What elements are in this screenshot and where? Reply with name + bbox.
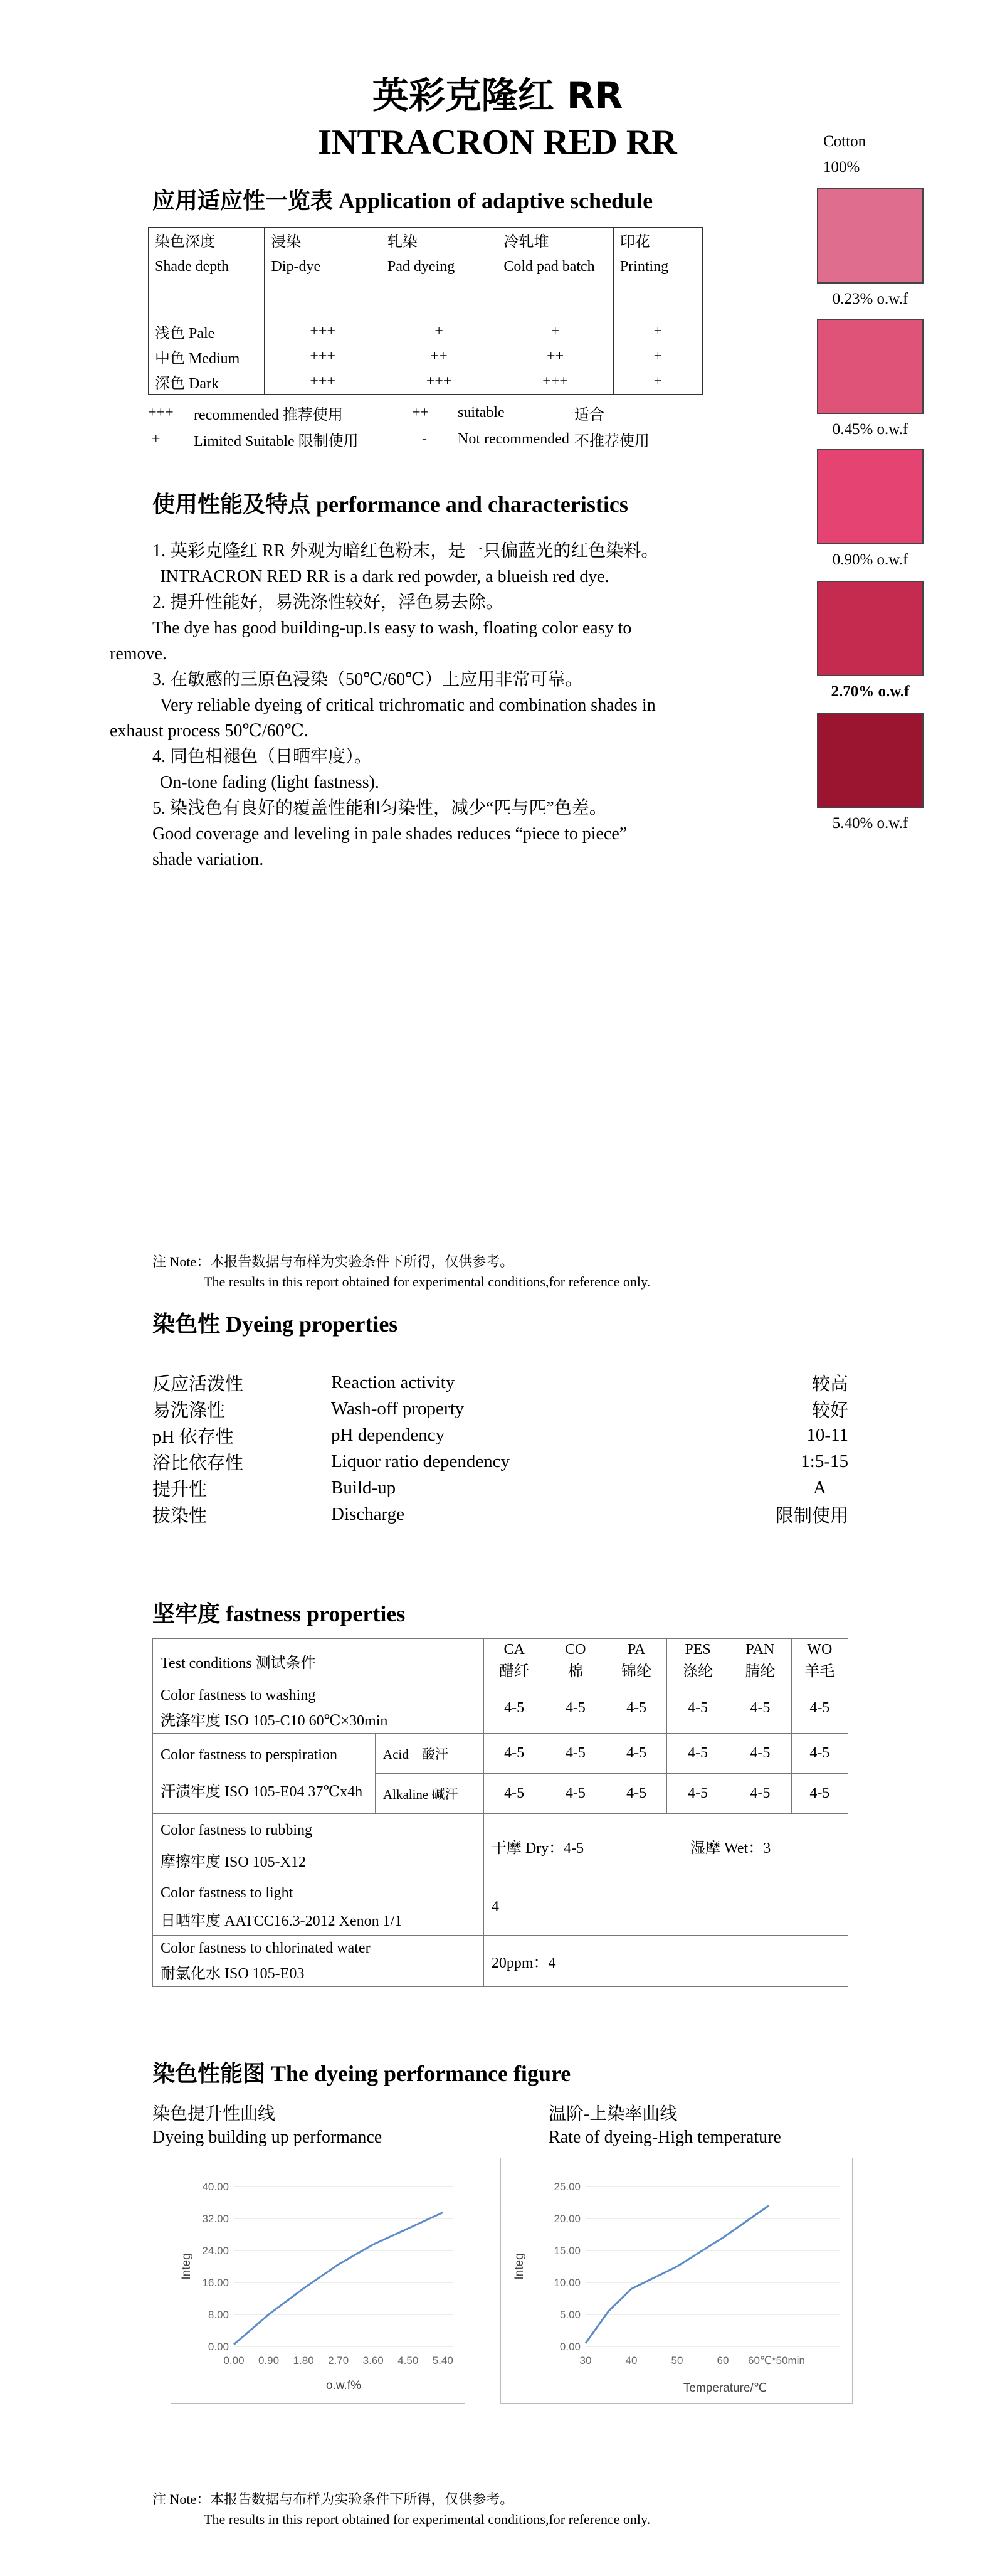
y-axis-label: Integ	[180, 2253, 193, 2280]
fastness-value: 4-5	[483, 1683, 545, 1734]
fastness-value: 4-5	[606, 1683, 667, 1734]
dyeing-properties-heading: 染色性 Dyeing properties	[152, 1312, 398, 1337]
app-cell: ++	[497, 344, 613, 369]
swatch-label: 0.45% o.w.f	[832, 421, 908, 438]
fastness-value: 4-5	[667, 1774, 729, 1814]
app-header-pad-dyeing	[381, 228, 497, 319]
test-name-cn: 摩擦牢度 ISO 105-X12	[161, 1853, 306, 1870]
app-cell: ++	[381, 344, 497, 369]
table-row	[152, 1369, 848, 1396]
performance-line: shade variation.	[152, 850, 264, 869]
test-name-cn: 汗渍牢度 ISO 105-E04 37℃x4h	[161, 1783, 363, 1800]
table-row	[149, 344, 703, 369]
fastness-value: 4-5	[545, 1734, 606, 1774]
alkaline-label-cn: 碱汗	[431, 1786, 458, 1802]
table-row	[149, 319, 703, 344]
fastness-value: 4-5	[791, 1774, 848, 1814]
app-header-cold-pad-batch	[497, 228, 613, 319]
fiber-code: PES	[685, 1641, 711, 1658]
prop-en: pH dependency	[331, 1424, 445, 1445]
prop-value: 10-11	[806, 1424, 848, 1445]
performance-line: 5. 染浅色有良好的覆盖性能和匀染性，减少“匹与匹”色差。	[152, 798, 607, 818]
app-cell: +++	[265, 319, 381, 344]
fiber-header-ca	[483, 1639, 545, 1683]
test-name-cn: 日晒牢度 AATCC16.3-2012 Xenon 1/1	[161, 1912, 403, 1929]
y-tick-label: 16.00	[202, 2277, 229, 2289]
fastness-value: 4-5	[729, 1683, 792, 1734]
app-header-en: Pad dyeing	[387, 258, 455, 275]
legend-text: 适合	[574, 406, 604, 423]
fiber-code: CA	[503, 1641, 525, 1658]
fastness-value: 4-5	[606, 1734, 667, 1774]
x-tick-label: 3.60	[362, 2355, 384, 2367]
app-header-en: Shade depth	[155, 258, 229, 275]
app-cell: +	[613, 344, 702, 369]
prop-en: Liquor ratio dependency	[331, 1451, 510, 1471]
fastness-value: 4-5	[667, 1734, 729, 1774]
prop-en: Build-up	[331, 1477, 396, 1498]
app-cell: 中色 Medium	[149, 344, 265, 369]
app-cell: +	[381, 319, 497, 344]
app-cell: +	[497, 319, 613, 344]
application-table	[148, 227, 703, 395]
prop-cn: 提升性	[152, 1479, 208, 1500]
fastness-value: 4-5	[483, 1734, 545, 1774]
fiber-cn: 涤纶	[683, 1663, 713, 1680]
legend-text: suitable	[458, 404, 505, 421]
swatch-label: 0.23% o.w.f	[832, 290, 908, 307]
y-tick-label: 8.00	[208, 2309, 229, 2321]
table-row	[152, 1422, 848, 1448]
series-line	[234, 2212, 443, 2344]
legend-symbol: +	[152, 430, 161, 447]
app-header-cn: 染色深度	[155, 234, 215, 250]
x-tick-label: 1.80	[293, 2355, 314, 2367]
x-tick-label: 40	[625, 2355, 638, 2367]
app-cell: +++	[497, 369, 613, 395]
test-name-cn: 洗涤牢度 ISO 105-C10 60℃×30min	[161, 1712, 388, 1729]
performance-line: The dye has good building-up.Is easy to wash, floating color easy to	[152, 618, 632, 638]
performance-text	[110, 538, 737, 872]
x-tick-label: 50	[671, 2355, 683, 2367]
swatch-label: 2.70% o.w.f	[831, 683, 910, 700]
legend-symbol: ++	[412, 404, 429, 421]
y-tick-label: 5.00	[559, 2309, 581, 2321]
note-line-2: The results in this report obtained for experimental conditions,for reference only.	[204, 1274, 651, 1290]
x-axis-label: o.w.f%	[326, 2379, 361, 2392]
app-cell: +	[613, 369, 702, 395]
fiber-header-pan	[729, 1639, 792, 1683]
prop-en: Wash-off property	[331, 1398, 465, 1419]
fastness-value: 4-5	[729, 1774, 792, 1814]
x-tick-label: 4.50	[397, 2355, 419, 2367]
chlorinated-value: 20ppm：4	[483, 1936, 848, 1987]
x-tick-label-tail: 60℃*50min	[748, 2355, 805, 2367]
application-heading: 应用适应性一览表 Application of adaptive schedule	[152, 188, 653, 213]
fiber-code: CO	[565, 1641, 586, 1658]
swatch-header-cotton: Cotton	[823, 133, 866, 150]
swatch-label: 5.40% o.w.f	[832, 815, 908, 832]
performance-heading: 使用性能及特点 performance and characteristics	[152, 492, 628, 517]
fastness-row-chlorinated	[153, 1936, 848, 1987]
left-chart-caption-cn: 染色提升性曲线	[152, 2104, 276, 2124]
acid-label: Acid	[382, 1746, 409, 1762]
rate-of-dyeing-chart-svg	[501, 2158, 852, 2403]
fiber-header-pa	[606, 1639, 667, 1683]
prop-cn: 拔染性	[152, 1505, 208, 1526]
left-chart-caption-en: Dyeing building up performance	[152, 2128, 382, 2147]
fiber-header-co	[545, 1639, 606, 1683]
prop-value: 较高	[811, 1374, 848, 1394]
fiber-code: PA	[627, 1641, 646, 1658]
title-cn: 英彩克隆红 RR	[372, 74, 623, 117]
performance-line: 4. 同色相褪色（日晒牢度）。	[152, 747, 372, 766]
fiber-cn: 棉	[567, 1663, 583, 1680]
table-row	[152, 1475, 848, 1501]
fastness-header-label: Test conditions 测试条件	[153, 1639, 484, 1683]
color-swatch	[817, 449, 924, 544]
right-chart-caption-cn: 温阶-上染率曲线	[549, 2104, 678, 2124]
footer-note-line-2: The results in this report obtained for experimental conditions,for reference only.	[204, 2511, 651, 2527]
y-axis-label: Integ	[513, 2253, 526, 2280]
performance-line: remove.	[110, 644, 167, 664]
legend-text: recommended 推荐使用	[194, 406, 343, 423]
x-tick-label: 60	[717, 2355, 729, 2367]
prop-cn: 反应活泼性	[152, 1374, 244, 1394]
fastness-value: 4-5	[791, 1734, 848, 1774]
app-header-en: Printing	[619, 258, 669, 275]
note-line-1: 注 Note：本报告数据与布样为实验条件下所得，仅供参考。	[152, 1254, 514, 1269]
y-tick-label: 24.00	[202, 2245, 229, 2257]
prop-value: 限制使用	[775, 1505, 848, 1526]
y-tick-label: 25.00	[554, 2181, 581, 2193]
test-name-en: Color fastness to light	[161, 1884, 293, 1901]
performance-line: 2. 提升性能好，易洗涤性较好，浮色易去除。	[152, 593, 504, 612]
color-swatch	[817, 581, 924, 676]
fastness-value: 4-5	[667, 1683, 729, 1734]
legend-text: 不推荐使用	[574, 433, 650, 450]
app-cell: +++	[381, 369, 497, 395]
title-en: INTRACRON RED RR	[318, 123, 677, 162]
x-axis-label: Temperature/℃	[683, 2382, 767, 2395]
performance-line: 1. 英彩克隆红 RR 外观为暗红色粉末，是一只偏蓝光的红色染料。	[152, 541, 659, 561]
fastness-table	[152, 1638, 848, 1987]
application-legend	[148, 400, 655, 452]
series-line	[586, 2206, 769, 2343]
prop-cn: 浴比依存性	[152, 1453, 244, 1473]
app-cell: +++	[265, 344, 381, 369]
legend-text: Not recommended	[458, 430, 569, 447]
fastness-row-perspiration-acid	[153, 1734, 848, 1774]
app-header-en: Dip-dye	[271, 258, 321, 275]
y-tick-label: 10.00	[554, 2277, 581, 2289]
app-header-en: Cold pad batch	[503, 258, 595, 275]
table-row	[152, 1396, 848, 1422]
fastness-value: 4-5	[483, 1774, 545, 1814]
app-header-dip-dye	[265, 228, 381, 319]
x-tick-label: 0.00	[223, 2355, 245, 2367]
performance-line: exhaust process 50℃/60℃.	[110, 721, 308, 741]
light-value: 4	[483, 1879, 848, 1936]
legend-text: Limited Suitable 限制使用	[194, 433, 359, 450]
fiber-header-wo	[791, 1639, 848, 1683]
footer-note-line-1: 注 Note：本报告数据与布样为实验条件下所得，仅供参考。	[152, 2491, 514, 2507]
prop-en: Discharge	[331, 1503, 405, 1524]
color-swatch	[817, 319, 924, 414]
app-header-cn: 印花	[619, 234, 650, 250]
fastness-value: 4-5	[545, 1774, 606, 1814]
test-name-cn: 耐氯化水 ISO 105-E03	[161, 1965, 305, 1982]
fiber-cn: 羊毛	[804, 1663, 835, 1680]
fastness-value: 4-5	[729, 1734, 792, 1774]
x-tick-label: 30	[579, 2355, 592, 2367]
app-header-shade-depth	[149, 228, 265, 319]
y-tick-label: 0.00	[208, 2341, 229, 2353]
rate-of-dyeing-chart	[500, 2158, 853, 2404]
alkaline-label: Alkaline	[382, 1786, 429, 1802]
fastness-row-washing	[153, 1683, 848, 1734]
test-name-en: Color fastness to washing	[161, 1687, 316, 1704]
fastness-row-rubbing	[153, 1814, 848, 1879]
y-tick-label: 0.00	[559, 2341, 581, 2353]
fiber-header-pes	[667, 1639, 729, 1683]
prop-value: 较好	[811, 1400, 848, 1421]
prop-cn: 易洗涤性	[152, 1400, 226, 1421]
performance-line: 3. 在敏感的三原色浸染（50℃/60℃）上应用非常可靠。	[152, 670, 583, 689]
rubbing-dry: 干摩 Dry：4-5	[491, 1840, 584, 1857]
fastness-value: 4-5	[791, 1683, 848, 1734]
swatch-header-percent: 100%	[823, 159, 860, 176]
fiber-code: PAN	[745, 1641, 775, 1658]
app-header-cn: 冷轧堆	[503, 234, 549, 250]
fastness-value: 4-5	[545, 1683, 606, 1734]
performance-line: Good coverage and leveling in pale shades reduces “piece to piece”	[152, 824, 628, 844]
app-header-cn: 浸染	[271, 234, 302, 250]
prop-value: A	[813, 1477, 826, 1498]
prop-cn: pH 依存性	[152, 1426, 234, 1447]
app-cell: 深色 Dark	[149, 369, 265, 395]
build-up-chart	[171, 2158, 465, 2404]
prop-en: Reaction activity	[331, 1372, 455, 1392]
table-row	[152, 1448, 848, 1475]
fiber-code: WO	[807, 1641, 833, 1658]
acid-label-cn: 酸汗	[421, 1746, 448, 1762]
build-up-chart-svg	[171, 2158, 465, 2403]
legend-symbol: -	[422, 430, 427, 447]
dyeing-properties-table	[152, 1369, 848, 1527]
prop-value: 1:5-15	[801, 1451, 848, 1471]
swatch-label: 0.90% o.w.f	[832, 551, 908, 568]
x-tick-label: 0.90	[258, 2355, 280, 2367]
performance-line: On-tone fading (light fastness).	[160, 773, 379, 792]
y-tick-label: 32.00	[202, 2213, 229, 2225]
table-row	[152, 1501, 848, 1527]
y-tick-label: 40.00	[202, 2181, 229, 2193]
test-name-en: Color fastness to chlorinated water	[161, 1939, 371, 1956]
color-swatch	[817, 713, 924, 808]
app-header-cn: 轧染	[387, 234, 418, 250]
figure-heading: 染色性能图 The dyeing performance figure	[152, 2061, 571, 2086]
rubbing-wet: 湿摩 Wet：3	[690, 1840, 771, 1857]
app-cell: 浅色 Pale	[149, 319, 265, 344]
y-tick-label: 15.00	[554, 2245, 581, 2257]
table-row	[149, 369, 703, 395]
fastness-heading: 坚牢度 fastness properties	[152, 1601, 406, 1626]
color-swatch	[817, 188, 924, 284]
app-cell: +++	[265, 369, 381, 395]
performance-line: INTRACRON RED RR is a dark red powder, a blueish red dye.	[160, 567, 609, 586]
right-chart-caption-en: Rate of dyeing-High temperature	[549, 2128, 781, 2147]
app-cell: +	[613, 319, 702, 344]
fiber-cn: 锦纶	[621, 1663, 652, 1680]
app-header-printing	[613, 228, 702, 319]
x-tick-label: 2.70	[328, 2355, 349, 2367]
performance-line: Very reliable dyeing of critical trichromatic and combination shades in	[160, 696, 656, 715]
fiber-cn: 醋纤	[499, 1663, 530, 1680]
test-name-en: Color fastness to rubbing	[161, 1821, 312, 1838]
fastness-value: 4-5	[606, 1774, 667, 1814]
y-tick-label: 20.00	[554, 2213, 581, 2225]
fiber-cn: 腈纶	[745, 1663, 776, 1680]
legend-symbol: +++	[148, 404, 174, 421]
x-tick-label: 5.40	[432, 2355, 453, 2367]
test-name-en: Color fastness to perspiration	[161, 1746, 337, 1763]
fastness-row-light	[153, 1879, 848, 1936]
